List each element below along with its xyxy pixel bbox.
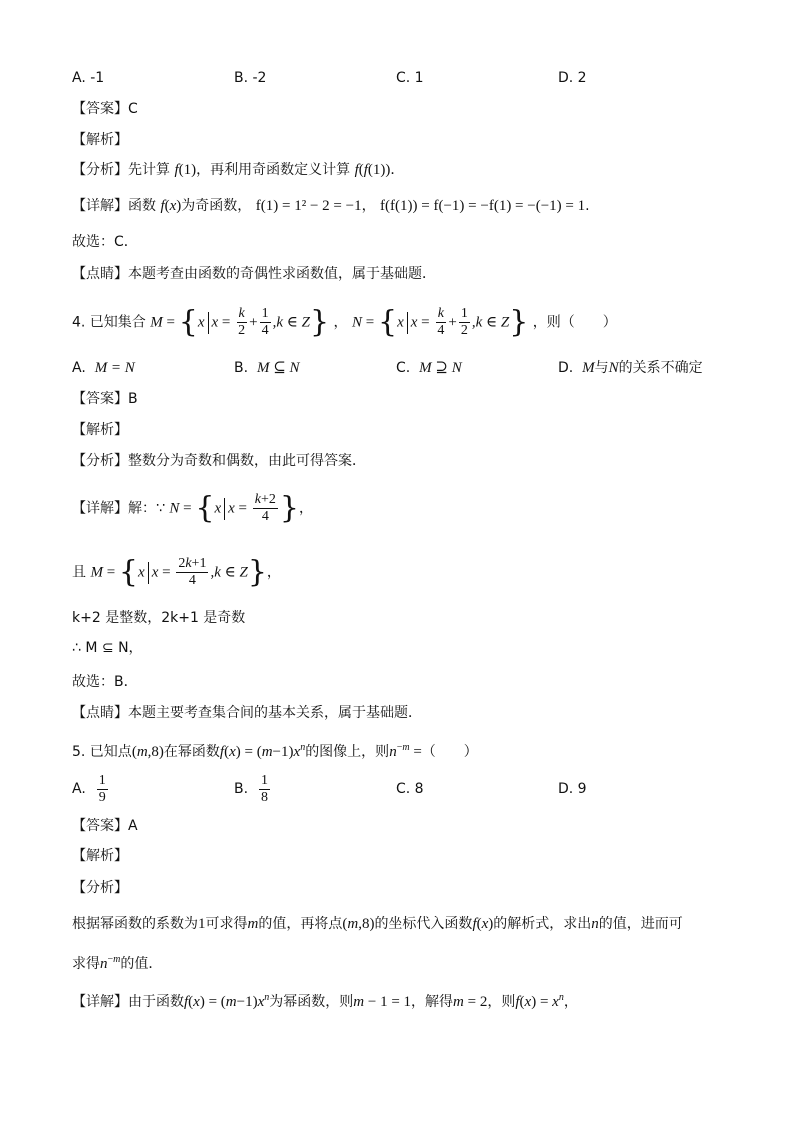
detail-tag: 【详解】 <box>72 198 128 214</box>
q4-stem <box>72 304 617 340</box>
plus: + <box>249 314 258 331</box>
fx: f(x) <box>472 916 494 932</box>
body-a: 根据幂函数的系数为 <box>72 916 198 932</box>
detail-math-2: f(f(1)) = f(−1) = −f(1) = −(−1) = 1 <box>380 198 586 214</box>
detail-text: 解：∵ <box>128 500 165 517</box>
frac-2k1-4: $\frac{2k+1}{4}$ <box>178 556 207 588</box>
q4-choose: 故选：B． <box>72 674 138 690</box>
set-bar <box>208 312 209 334</box>
frac-1-8 <box>259 773 270 806</box>
var-x: x <box>228 500 235 517</box>
body-f: 的值，进而可 <box>598 916 683 932</box>
detail-tag: 【详解】 <box>72 994 128 1010</box>
detail-text-a: 函数 <box>128 198 156 214</box>
left-brace: { <box>178 304 198 340</box>
fx-xn: $f(x) = x^n$ <box>515 992 564 1010</box>
body-e: 的解析式，求出 <box>493 916 592 932</box>
q5-analysis-label: 【解析】 <box>72 848 128 864</box>
opt-letter: B. <box>234 360 249 376</box>
q4-option-b <box>234 358 300 378</box>
opt-letter: A. <box>72 781 86 797</box>
q4-option-a <box>72 358 135 378</box>
left-brace: { <box>118 554 139 590</box>
q4-analysis-label: 【解析】 <box>72 422 128 438</box>
comma: ， <box>266 564 281 581</box>
q4-comment: 【点睛】本题主要考查集合间的基本关系，属于基础题． <box>72 705 422 721</box>
q5-body-line2 <box>72 950 162 974</box>
q3-analysis-label: 【解析】 <box>72 132 128 148</box>
var-x: x <box>397 314 404 331</box>
set-n-name: N <box>351 314 362 331</box>
q3-choose: 故选：C． <box>72 234 138 250</box>
q5-stem-d: （ ） <box>421 744 478 760</box>
q3-option-c: C. 1 <box>396 70 424 86</box>
var-x: x <box>214 500 222 517</box>
point-m8: (m,8) <box>342 916 375 932</box>
right-brace: } <box>509 304 529 340</box>
equals: = <box>234 500 251 517</box>
frac-k-4: $\frac{k}{4}$ <box>437 306 445 338</box>
opt-math: M ⊆ N <box>256 360 300 376</box>
body-b: 可求得 <box>205 916 248 932</box>
q5-detail <box>72 988 578 1012</box>
equals: = <box>362 314 378 331</box>
cond: ,k ∈ Z <box>272 314 310 331</box>
opt-letter: A. <box>72 360 86 376</box>
frac-k-2: $\frac{k}{2}$ <box>238 306 246 338</box>
set-n-name: N <box>169 500 180 517</box>
fenxi-text-c: ． <box>390 162 405 178</box>
set-bar <box>224 498 225 520</box>
frac-k2-4: $\frac{k+2}{4}$ <box>254 492 276 524</box>
equals: = <box>417 314 434 331</box>
left-brace: { <box>195 490 215 526</box>
q5-option-d: D. 9 <box>558 781 587 797</box>
opt-letter: B. <box>234 781 249 797</box>
m-minus-1: m − 1 = 1 <box>353 994 412 1010</box>
var-n: n <box>591 916 599 932</box>
q3-option-a: A. -1 <box>72 70 105 86</box>
comma: ， <box>333 314 348 331</box>
plus: + <box>448 314 457 331</box>
n-pow: $n^{-m}$ = <box>389 742 422 760</box>
q4-therefore: ∴ M ⊆ N， <box>72 640 143 656</box>
opt-math: M <box>582 360 595 376</box>
equals: = <box>179 500 196 517</box>
opt-d-n: N <box>608 360 619 376</box>
q5-body-line1 <box>72 914 683 934</box>
math-f1: f <box>174 162 179 178</box>
math-fx: f <box>160 198 165 214</box>
body-d: 的坐标代入函数 <box>374 916 473 932</box>
math-paren: (1)) <box>367 162 391 178</box>
q3-comment: 【点睛】本题考查由函数的奇偶性求函数值，属于基础题． <box>72 266 436 282</box>
period: . <box>585 198 590 214</box>
n-pow: $n^{-m}$ <box>100 954 121 972</box>
num: 1 <box>98 772 106 788</box>
opt-d-tail: 的关系不确定 <box>618 360 703 376</box>
cond: ,k ∈ Z <box>210 564 248 581</box>
q4-stem-a: 4. 已知集合 <box>72 314 146 331</box>
q4-stem-b: ，则（ ） <box>532 314 617 331</box>
q3-option-b: B. -2 <box>234 70 267 86</box>
set-bar <box>148 562 149 584</box>
q3-option-d: D. 2 <box>558 70 587 86</box>
math-paren: (1) <box>178 162 197 178</box>
power-func: $f(x) = (m-1)x^n$ <box>184 992 270 1010</box>
math-f: f <box>363 162 368 178</box>
left-brace: { <box>377 304 398 340</box>
right-brace: } <box>309 304 330 340</box>
q5-stem-a: 5. 已知点 <box>72 744 132 760</box>
point-m8: (m,8) <box>131 744 164 760</box>
detail-d: ，则 <box>487 994 516 1010</box>
math-ff1: f <box>354 162 359 178</box>
opt-letter: C. <box>396 360 411 376</box>
q3-detail <box>72 196 590 216</box>
den: 8 <box>260 789 268 805</box>
q4-parity: k+2 是整数，2k+1 是奇数 <box>72 610 246 626</box>
frac-1-9 <box>97 773 108 806</box>
q5-stem <box>72 738 478 762</box>
q5-fenxi-tag: 【分析】 <box>72 880 128 896</box>
var-x: x <box>197 314 205 331</box>
q5-option-b <box>234 770 272 808</box>
equals: = <box>102 564 119 581</box>
math-paren: ( <box>358 162 364 178</box>
set-bar <box>407 312 408 334</box>
detail-a: 由于函数 <box>128 994 184 1010</box>
math-x: (x) <box>164 198 182 214</box>
equals: = <box>162 314 179 331</box>
one: 1 <box>198 916 206 932</box>
q4-also <box>72 554 281 590</box>
q5-option-c: C. 8 <box>396 781 424 797</box>
right-brace: } <box>279 490 299 526</box>
comma: ， <box>298 500 313 517</box>
set-m-name: M <box>150 314 163 331</box>
q4-detail <box>72 490 313 526</box>
opt-letter: D. <box>558 360 574 376</box>
frac-1-4: $\frac{1}{4}$ <box>261 306 269 338</box>
set-m-name: M <box>90 564 103 581</box>
body-g: 求得 <box>72 956 100 972</box>
fenxi-text-b: ，再利用奇函数定义计算 <box>196 162 351 178</box>
detail-math-1: f(1) = 1² − 2 = −1 <box>255 198 362 214</box>
q5-option-a <box>72 770 110 808</box>
fenxi-text-a: 先计算 <box>128 162 170 178</box>
detail-c: ，解得 <box>411 994 454 1010</box>
q4-fenxi: 【分析】整数分为奇数和偶数，由此可得答案． <box>72 453 366 469</box>
var-x: x <box>211 314 219 331</box>
cond: ,k ∈ Z <box>471 314 510 331</box>
detail-text-b: 为奇函数， <box>181 198 252 214</box>
var-x: x <box>151 564 159 581</box>
q3-answer: 【答案】C <box>72 101 138 117</box>
opt-math: M = N <box>94 360 135 376</box>
equals: = <box>218 314 235 331</box>
comma: ， <box>361 198 376 214</box>
body-h: 的值． <box>120 956 163 972</box>
right-brace: } <box>247 554 267 590</box>
var-m: m <box>247 916 259 932</box>
var-x: x <box>138 564 145 581</box>
q5-stem-b: 在幂函数 <box>163 744 220 760</box>
q4-option-c <box>396 358 462 378</box>
frac-1-2: $\frac{1}{2}$ <box>460 306 468 338</box>
opt-math: M ⊇ N <box>419 360 462 376</box>
body-c: 的值，再将点 <box>258 916 343 932</box>
comma: ， <box>563 994 578 1010</box>
q4-answer: 【答案】B <box>72 391 138 407</box>
fenxi-tag: 【分析】 <box>72 162 128 178</box>
m-equals-2: m = 2 <box>453 994 488 1010</box>
opt-d-text: 与 <box>594 360 609 376</box>
detail-tag: 【详解】 <box>72 500 128 517</box>
power-func: $f(x) = (m-1)x^n$ <box>219 742 306 760</box>
q5-stem-c: 的图像上，则 <box>305 744 390 760</box>
q4-option-d <box>558 358 703 378</box>
q5-answer: 【答案】A <box>72 818 138 834</box>
detail-b: 为幂函数，则 <box>269 994 354 1010</box>
equals: = <box>158 564 175 581</box>
num: 1 <box>260 772 268 788</box>
also-text: 且 <box>72 564 86 581</box>
den: 9 <box>98 789 106 805</box>
q3-fenxi <box>72 160 404 180</box>
var-x: x <box>410 314 418 331</box>
